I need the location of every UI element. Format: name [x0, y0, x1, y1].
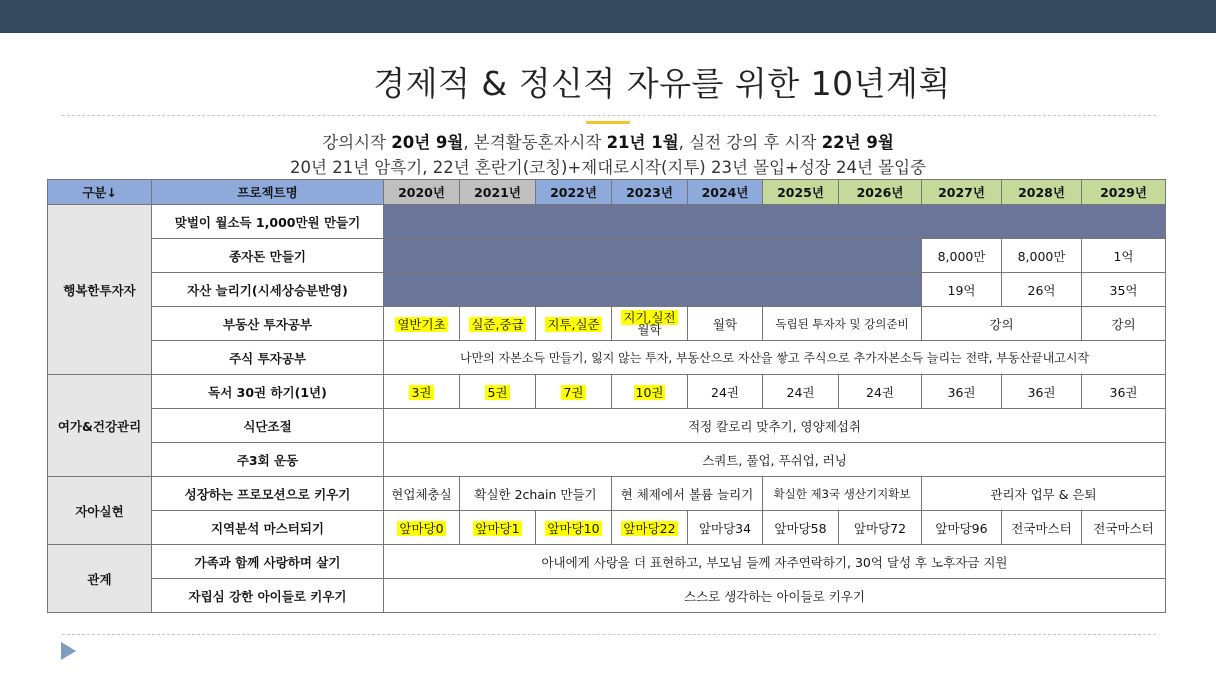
value-cell: 24권: [688, 375, 763, 409]
group-label: 행복한투자자: [48, 205, 152, 375]
merged-value-cell: 적정 칼로리 맞추기, 영양제섭취: [384, 409, 1166, 443]
table-row: [48, 307, 1166, 341]
value-cell: 앞마당58: [763, 511, 839, 545]
table-row: [48, 579, 1166, 613]
header-year: 2029년: [1082, 180, 1166, 205]
highlighted-value: 5권: [487, 384, 508, 400]
progress-bar: [384, 205, 1166, 238]
subtitle-date: 22년 9월: [821, 133, 894, 152]
value-cell: [384, 307, 460, 341]
value-cell: [536, 511, 612, 545]
header-year: 2021년: [460, 180, 536, 205]
header-row: [48, 180, 1166, 205]
value-cell: [460, 307, 536, 341]
subtitle-line-2: 20년 21년 암흑기, 22년 혼란기(코칭)+제대로시작(지투) 23년 몰입+성장 24년 몰입중: [290, 158, 926, 177]
value-cell: 8,000만: [1002, 239, 1082, 273]
project-name: 성장하는 프로모션으로 키우기: [152, 477, 384, 511]
subtitle-date: 21년 1월: [606, 133, 679, 152]
value-cell: 확실한 제3국 생산기지확보: [763, 477, 922, 511]
highlighted-value: 10권: [635, 384, 664, 400]
project-name: 부동산 투자공부: [152, 307, 384, 341]
value-cell: 35억: [1082, 273, 1166, 307]
value-cell: 앞마당96: [922, 511, 1002, 545]
merged-value-cell: 아내에게 사랑을 더 표현하고, 부모님 들께 자주연락하기, 30억 달성 후 노후자금 지원: [384, 545, 1166, 579]
value-cell: 36권: [1082, 375, 1166, 409]
project-name: 주식 투자공부: [152, 341, 384, 375]
table-row: [48, 239, 1166, 273]
group-label: 자아실현: [48, 477, 152, 545]
table-row: [48, 341, 1166, 375]
header-category: 구분↓: [48, 180, 152, 205]
value-cell: 36권: [922, 375, 1002, 409]
value-cell: [384, 511, 460, 545]
value-cell: 현 체제에서 볼륨 늘리기: [612, 477, 763, 511]
value-cell: 8,000만: [922, 239, 1002, 273]
project-name: 종자돈 만들기: [152, 239, 384, 273]
subtitle-text: , 실전 강의 후 시작: [678, 133, 822, 152]
project-name: 지역분석 마스터되기: [152, 511, 384, 545]
value-cell: 현업체충실: [384, 477, 460, 511]
header-year: 2020년: [384, 180, 460, 205]
play-arrow-icon[interactable]: [61, 642, 76, 660]
value-cell: 19억: [922, 273, 1002, 307]
project-name: 자립심 강한 아이들로 키우기: [152, 579, 384, 613]
value-cell: 앞마당34: [688, 511, 763, 545]
plan-table: [47, 179, 1166, 613]
header-year: 2023년: [612, 180, 688, 205]
subtitle-line-1: [0, 129, 1216, 153]
header-year: 2022년: [536, 180, 612, 205]
value-cell: 독립된 투자자 및 강의준비: [763, 307, 922, 341]
value-cell: 26억: [1002, 273, 1082, 307]
table-row: [48, 375, 1166, 409]
value-cell: [460, 375, 536, 409]
progress-bar: [384, 239, 922, 273]
highlighted-value: 3권: [411, 384, 432, 400]
project-name: 자산 늘리기(시세상승분반영): [152, 273, 384, 307]
highlighted-value: 7권: [563, 384, 584, 400]
highlighted-value: 열반기초: [397, 316, 446, 332]
header-year: 2026년: [839, 180, 922, 205]
table-row: [48, 205, 1166, 239]
table-row: [48, 511, 1166, 545]
divider-top: [62, 115, 1156, 116]
value-cell: 확실한 2chain 만들기: [460, 477, 612, 511]
value-cell: 전국마스터: [1002, 511, 1082, 545]
table-row: [48, 477, 1166, 511]
subtitle-date: 20년 9월: [391, 133, 464, 152]
highlighted-value: 앞마당1: [475, 520, 520, 536]
value-cell: [612, 511, 688, 545]
value-cell: 36권: [1002, 375, 1082, 409]
header-project: 프로젝트명: [152, 180, 384, 205]
header-year: 2024년: [688, 180, 763, 205]
accent-line: [586, 121, 630, 124]
header-year: 2028년: [1002, 180, 1082, 205]
highlighted-value: 실준,중급: [471, 316, 524, 332]
table-row: [48, 409, 1166, 443]
value-cell: [536, 307, 612, 341]
value-cell: [612, 307, 688, 341]
highlighted-value: 앞마당22: [623, 520, 676, 536]
project-name: 식단조절: [152, 409, 384, 443]
value-cell: 앞마당72: [839, 511, 922, 545]
header-year: 2025년: [763, 180, 839, 205]
merged-value-cell: 스쿼트, 풀업, 푸쉬업, 러닝: [384, 443, 1166, 477]
value-cell: 월학: [688, 307, 763, 341]
table-row: [48, 273, 1166, 307]
subtitle-text: , 본격활동혼자시작: [463, 133, 607, 152]
highlighted-value: 앞마당0: [399, 520, 444, 536]
value-cell: [612, 375, 688, 409]
highlighted-value: 앞마당10: [547, 520, 600, 536]
project-name: 가족과 함께 사랑하며 살기: [152, 545, 384, 579]
value-cell: 강의: [1082, 307, 1166, 341]
page-title: 경제적 & 정신적 자유를 위한 10년계획: [373, 64, 951, 103]
value-cell: [460, 511, 536, 545]
highlighted-value: 지기,실전: [623, 309, 676, 325]
merged-value-cell: 나만의 자본소득 만들기, 잃지 않는 투자, 부동산으로 자산을 쌓고 주식으로 추가자본소득 늘리는 전략, 부동산끝내고시작: [384, 341, 1166, 375]
divider-bottom: [62, 634, 1156, 635]
project-name: 주3회 운동: [152, 443, 384, 477]
subtitle-text: 강의시작: [322, 133, 392, 152]
value-cell: 관리자 업무 & 은퇴: [922, 477, 1166, 511]
highlighted-value: 지투,실준: [547, 316, 600, 332]
value-cell: [536, 375, 612, 409]
value-cell: 24권: [839, 375, 922, 409]
value-cell: 강의: [922, 307, 1082, 341]
progress-bar: [384, 273, 922, 307]
progress-cell: [384, 205, 1166, 239]
merged-value-cell: 스스로 생각하는 아이들로 키우기: [384, 579, 1166, 613]
value-cell: 1억: [1082, 239, 1166, 273]
value-cell: [384, 375, 460, 409]
value-cell: 전국마스터: [1082, 511, 1166, 545]
group-label: 관계: [48, 545, 152, 613]
top-bar: [0, 0, 1216, 33]
value-cell: 24권: [763, 375, 839, 409]
table-row: [48, 545, 1166, 579]
table-row: [48, 443, 1166, 477]
project-name: 맞벌이 월소득 1,000만원 만들기: [152, 205, 384, 239]
value-text: 월학: [637, 321, 662, 337]
project-name: 독서 30권 하기(1년): [152, 375, 384, 409]
group-label: 여가&건강관리: [48, 375, 152, 477]
header-year: 2027년: [922, 180, 1002, 205]
